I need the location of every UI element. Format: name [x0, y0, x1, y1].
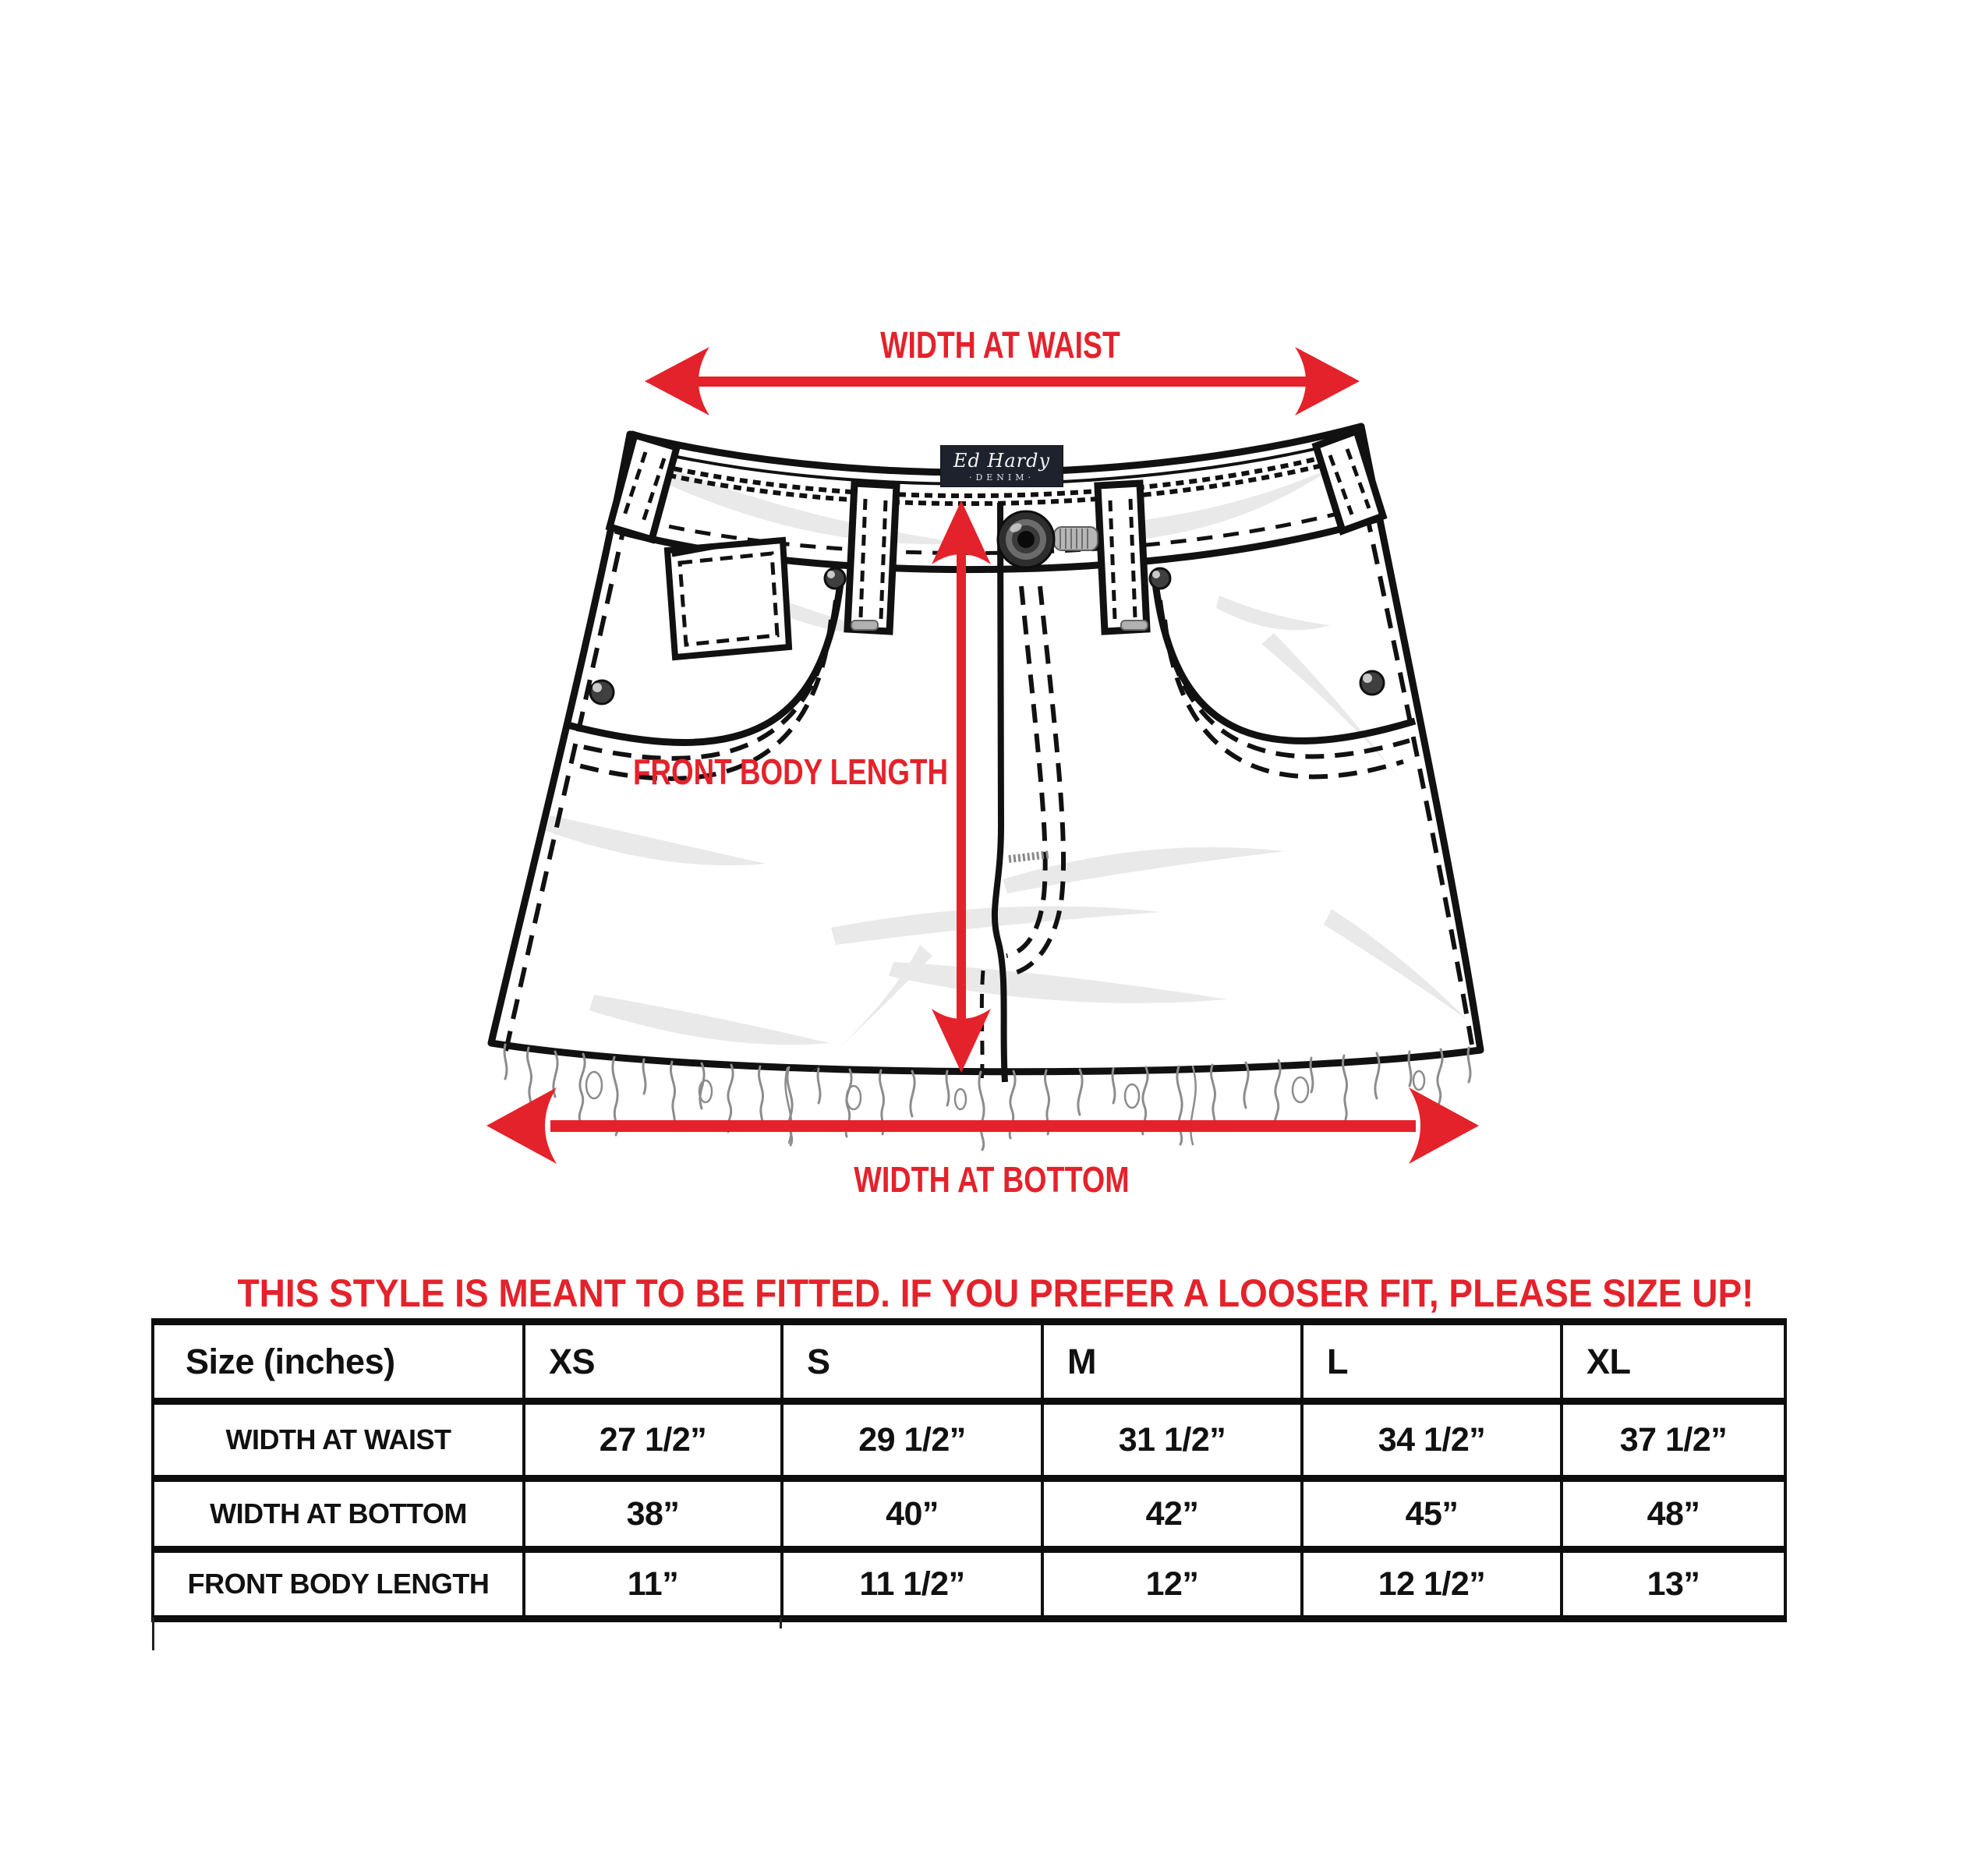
- size-chart-row: [153, 1402, 1785, 1479]
- size-chart-header-cell: L: [1302, 1322, 1562, 1402]
- size-chart-cell: 34 1/2”: [1302, 1402, 1562, 1479]
- size-chart-header-cell: XS: [524, 1322, 782, 1402]
- size-chart-table: [151, 1318, 1787, 1622]
- width-at-bottom-label: WIDTH AT BOTTOM: [854, 1159, 1130, 1200]
- size-chart-cell: 31 1/2”: [1042, 1402, 1302, 1479]
- size-chart-row-label: WIDTH AT BOTTOM: [153, 1479, 524, 1550]
- size-chart-cell: 12”: [1042, 1550, 1302, 1619]
- front-body-length-label: FRONT BODY LENGTH: [632, 751, 949, 792]
- size-chart-row-label: WIDTH AT WAIST: [153, 1402, 524, 1479]
- size-chart-cell: 42”: [1042, 1479, 1302, 1550]
- size-chart-header-cell: M: [1042, 1322, 1302, 1402]
- size-chart-cell: 12 1/2”: [1302, 1550, 1562, 1619]
- size-chart-cell: 13”: [1562, 1550, 1785, 1619]
- brand-label: [940, 445, 1063, 487]
- size-chart-cell: 29 1/2”: [782, 1402, 1042, 1479]
- size-chart-row-label: FRONT BODY LENGTH: [153, 1550, 524, 1619]
- table-column-rule-tail: [780, 1618, 782, 1628]
- size-chart-cell: 48”: [1562, 1479, 1785, 1550]
- size-chart-cell: 38”: [524, 1479, 782, 1550]
- size-chart-header-cell: S: [782, 1322, 1042, 1402]
- size-chart-row: [153, 1550, 1785, 1619]
- coin-pocket: [667, 540, 789, 657]
- brand-label-line: ·DENIM·: [968, 472, 1035, 483]
- size-chart-cell: 37 1/2”: [1562, 1402, 1785, 1479]
- fit-notice: THIS STYLE IS MEANT TO BE FITTED. IF YOU PREFER A LOOSER FIT, PLEASE SIZE UP!: [237, 1271, 1754, 1315]
- size-chart-header-cell: Size (inches): [153, 1322, 524, 1402]
- size-chart-header-cell: XL: [1562, 1322, 1785, 1402]
- size-chart-header-row: [153, 1322, 1785, 1402]
- brand-label-name: Ed Hardy: [953, 449, 1051, 472]
- size-chart-cell: 45”: [1302, 1479, 1562, 1550]
- size-chart-cell: 11 1/2”: [782, 1550, 1042, 1619]
- size-chart-cell: 27 1/2”: [524, 1402, 782, 1479]
- table-left-rule-tail: [152, 1618, 154, 1650]
- width-at-waist-label: WIDTH AT WAIST: [880, 325, 1120, 366]
- size-chart-row: [153, 1479, 1785, 1550]
- size-chart-cell: 40”: [782, 1479, 1042, 1550]
- size-chart-cell: 11”: [524, 1550, 782, 1619]
